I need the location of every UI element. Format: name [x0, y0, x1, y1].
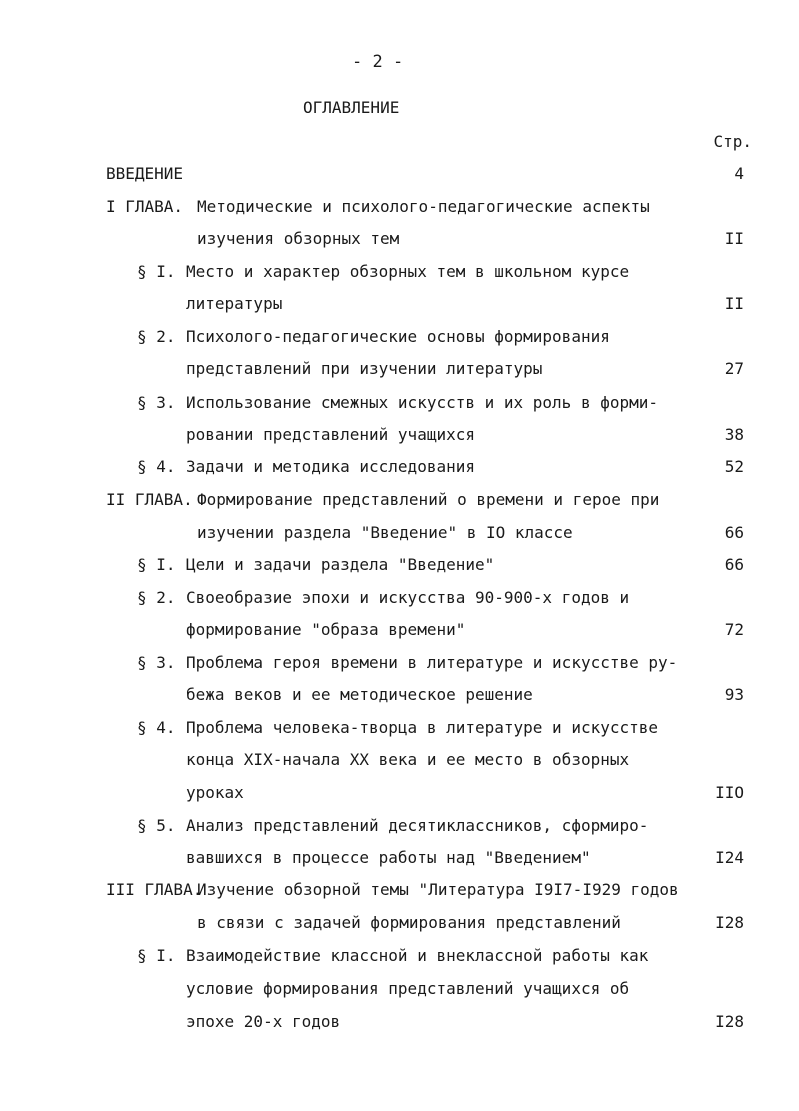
- toc-entry-title-line: ровании представлений учащихся: [186, 425, 475, 444]
- toc-chapter-marker: II ГЛАВА.: [106, 490, 193, 509]
- toc-entry-title-line: изучения обзорных тем: [197, 229, 400, 248]
- toc-entry-title-line: Методические и психолого-педагогические аспекты: [197, 197, 650, 216]
- toc-entry-title-line: Проблема человека-творца в литературе и искусстве: [186, 718, 659, 737]
- toc-entry-title-line: Формирование представлений о времени и герое при: [197, 490, 660, 509]
- toc-entry-page: I28: [715, 913, 744, 932]
- toc-entry-title-line: Цели и задачи раздела "Введение": [186, 555, 495, 574]
- toc-section-marker: § I.: [137, 262, 176, 281]
- toc-entry-title-line: Задачи и методика исследования: [186, 457, 475, 476]
- toc-entry-page: II: [724, 294, 744, 313]
- toc-section-marker: § 3.: [137, 653, 176, 672]
- toc-entry-title-line: Проблема героя времени в литературе и искусстве ру-: [186, 653, 678, 672]
- toc-entry-page: II: [724, 229, 744, 248]
- toc-entry-page: 4: [734, 164, 744, 183]
- toc-entry-title-line: Использование смежных искусств и их роль в форми-: [186, 393, 659, 412]
- toc-entry-title-line: конца XIX-начала XX века и ее место в обзорных: [186, 750, 630, 769]
- toc-entry-page: I24: [715, 848, 744, 867]
- toc-section-marker: § 5.: [137, 816, 176, 835]
- toc-section-marker: § 2.: [137, 588, 176, 607]
- toc-entry-title-line: изучении раздела "Введение" в IO классе: [197, 523, 573, 542]
- toc-entry-title-line: бежа веков и ее методическое решение: [186, 685, 533, 704]
- toc-entry-title-line: в связи с задачей формирования представлений: [197, 913, 621, 932]
- toc-section-marker: § 4.: [137, 718, 176, 737]
- toc-entry-title-line: Изучение обзорной темы "Литература I9I7-I929 годов: [197, 880, 679, 899]
- toc-section-marker: § I.: [137, 555, 176, 574]
- toc-entry-page: 72: [724, 620, 744, 639]
- toc-entry-page: 38: [724, 425, 744, 444]
- toc-entry-title-line: Место и характер обзорных тем в школьном курсе: [186, 262, 630, 281]
- toc-section-marker: § 4.: [137, 457, 176, 476]
- page-column-header: Стр.: [713, 132, 752, 151]
- toc-entry-title-line: эпохе 20-х годов: [186, 1012, 341, 1031]
- toc-entry-title-line: вавшихся в процессе работы над "Введением": [186, 848, 591, 867]
- page-number: - 2 -: [352, 52, 404, 72]
- toc-entry-page: 27: [724, 359, 744, 378]
- toc-entry-title-line: представлений при изучении литературы: [186, 359, 543, 378]
- toc-entry-title-line: Взаимодействие классной и внеклассной работы как: [186, 946, 649, 965]
- page-title: ОГЛАВЛЕНИЕ: [303, 98, 400, 117]
- toc-entry-page: 66: [724, 555, 744, 574]
- toc-entry-title-line: Анализ представлений десятиклассников, сформиро-: [186, 816, 649, 835]
- toc-entry-title-line: ВВЕДЕНИЕ: [106, 164, 184, 183]
- toc-entry-title-line: литературы: [186, 294, 283, 313]
- toc-section-marker: § 2.: [137, 327, 176, 346]
- toc-entry-title-line: уроках: [186, 783, 244, 802]
- toc-entry-page: 52: [724, 457, 744, 476]
- toc-entry-title-line: формирование "образа времени": [186, 620, 466, 639]
- toc-section-marker: § 3.: [137, 393, 176, 412]
- toc-entry-title-line: Психолого-педагогические основы формирования: [186, 327, 610, 346]
- toc-chapter-marker: III ГЛАВА.: [106, 880, 203, 899]
- toc-section-marker: § I.: [137, 946, 176, 965]
- toc-entry-title-line: Своеобразие эпохи и искусства 90-900-х годов и: [186, 588, 630, 607]
- toc-entry-page: I28: [715, 1012, 744, 1031]
- toc-entry-title-line: условие формирования представлений учащихся об: [186, 979, 630, 998]
- toc-entry-page: IIO: [715, 783, 744, 802]
- toc-chapter-marker: I ГЛАВА.: [106, 197, 184, 216]
- toc-entry-page: 93: [724, 685, 744, 704]
- toc-entry-page: 66: [724, 523, 744, 542]
